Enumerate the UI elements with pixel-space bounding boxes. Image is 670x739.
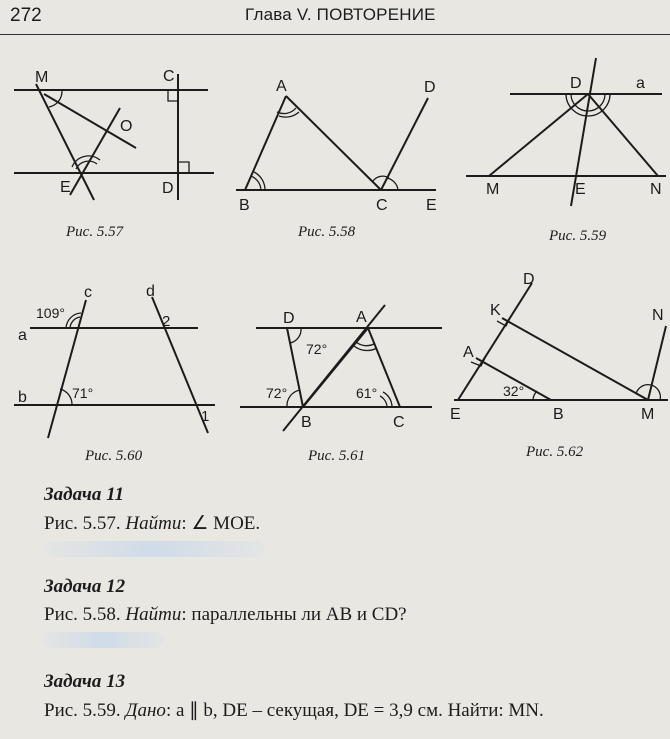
figure-5-61 <box>240 305 442 464</box>
label-A: A <box>276 78 287 95</box>
label-E: E <box>426 197 437 214</box>
figure-reference: Рис. 5.58. <box>44 604 121 625</box>
label-D: D <box>162 180 174 197</box>
task-12 <box>44 576 407 648</box>
hidden-answer <box>44 541 264 557</box>
label-E: E <box>450 406 461 423</box>
caption-5-59: Рис. 5.59 <box>549 228 607 244</box>
angle-72-top: 72° <box>306 341 328 357</box>
hidden-answer <box>44 632 164 648</box>
angle-109: 109° <box>36 305 65 321</box>
page-number: 272 <box>10 5 42 26</box>
label-b: b <box>18 389 27 406</box>
label-K: K <box>490 302 501 319</box>
chapter-title: Глава V. ПОВТОРЕНИЕ <box>245 5 436 24</box>
angle-32: 32° <box>503 383 525 399</box>
task-keyword: Найти <box>125 513 182 534</box>
figure-5-60 <box>14 283 215 464</box>
figure-5-62 <box>450 271 668 460</box>
figure-reference: Рис. 5.59. <box>44 700 121 721</box>
label-N: N <box>652 307 664 324</box>
label-N: N <box>650 181 662 198</box>
task-keyword: Найти <box>125 604 182 625</box>
label-c: c <box>84 284 92 301</box>
angle-72: 72° <box>266 385 288 401</box>
figure-5-58 <box>236 78 437 240</box>
label-d: d <box>146 283 155 300</box>
task-body <box>44 512 264 535</box>
figure-reference: Рис. 5.57. <box>44 513 121 534</box>
task-body <box>44 604 407 626</box>
label-A: A <box>356 309 367 326</box>
task-keyword: Дано <box>125 700 166 721</box>
task-body <box>44 699 544 722</box>
task-text: : ∠ MOE. <box>181 513 261 534</box>
task-title: Задача 12 <box>44 576 126 597</box>
task-title: Задача 13 <box>44 671 126 692</box>
label-M: M <box>35 69 49 86</box>
task-text: : параллельны ли AB и CD? <box>181 604 407 625</box>
label-1: 1 <box>201 408 210 425</box>
angle-61: 61° <box>356 385 378 401</box>
label-M: M <box>641 406 655 423</box>
caption-5-62: Рис. 5.62 <box>526 444 584 460</box>
label-A: A <box>463 344 474 361</box>
label-B: B <box>301 414 312 431</box>
label-D: D <box>523 271 535 288</box>
label-a: a <box>18 327 27 344</box>
label-D: D <box>570 75 582 92</box>
label-2: 2 <box>162 313 171 330</box>
label-C: C <box>393 414 405 431</box>
task-11 <box>44 484 264 557</box>
label-E: E <box>575 181 586 198</box>
figure-5-57 <box>14 68 214 240</box>
label-O: O <box>120 118 133 135</box>
label-a: a <box>636 75 645 92</box>
label-D: D <box>283 310 295 327</box>
label-D: D <box>424 79 436 96</box>
task-title: Задача 11 <box>44 484 125 505</box>
label-B: B <box>239 197 250 214</box>
task-text: : a ∥ b, DE – секущая, DE = 3,9 см. Найти: MN. <box>165 700 544 721</box>
label-B: B <box>553 406 564 423</box>
label-M: M <box>486 181 500 198</box>
angle-71: 71° <box>72 385 94 401</box>
figure-5-59 <box>466 58 666 244</box>
caption-5-60: Рис. 5.60 <box>85 448 143 464</box>
label-C: C <box>163 68 175 85</box>
task-13 <box>44 671 544 722</box>
caption-5-57: Рис. 5.57 <box>66 224 124 240</box>
caption-5-58: Рис. 5.58 <box>298 224 356 240</box>
label-E: E <box>60 179 71 196</box>
label-C: C <box>376 197 388 214</box>
caption-5-61: Рис. 5.61 <box>308 448 366 464</box>
